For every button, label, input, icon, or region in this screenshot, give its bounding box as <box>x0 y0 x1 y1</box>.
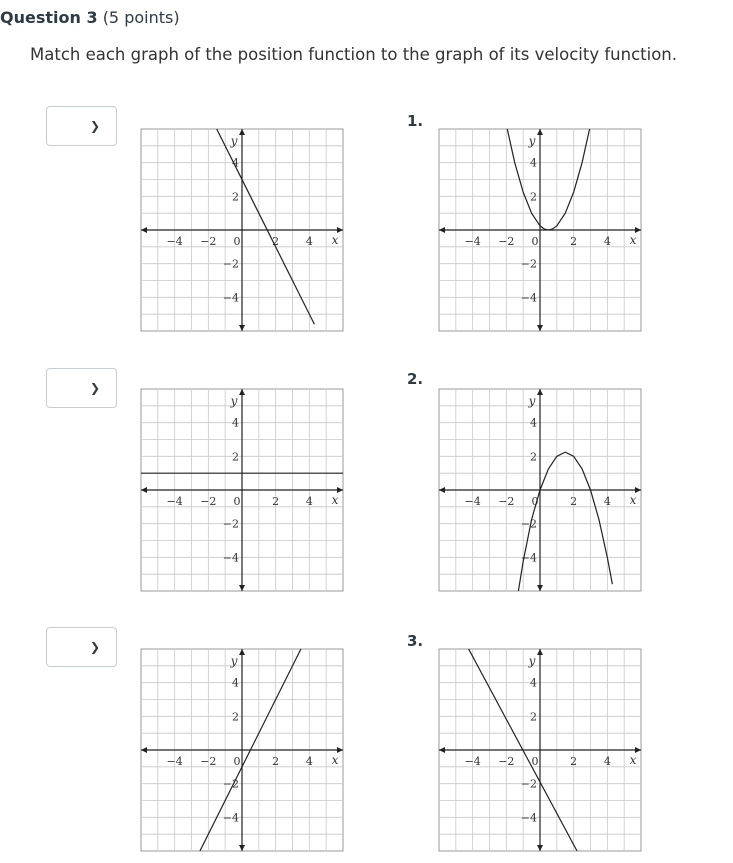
x-tick-label: −2 <box>498 755 515 768</box>
x-axis-name: x <box>331 493 339 507</box>
x-tick-label: 2 <box>570 235 578 248</box>
x-axis-name: x <box>331 753 339 767</box>
x-tick-label: −4 <box>166 235 183 248</box>
answer-select-2[interactable] <box>46 368 117 408</box>
question-title: Question 3 <box>0 8 98 27</box>
x-tick-label: −2 <box>498 235 515 248</box>
x-axis-name: x <box>629 233 637 247</box>
x-tick-label: −4 <box>464 235 481 248</box>
x-tick-label: 0 <box>233 495 241 508</box>
chevron-down-icon: ❯ <box>89 381 100 395</box>
x-tick-label: 4 <box>603 235 611 248</box>
x-axis-name: x <box>629 493 637 507</box>
y-axis-arrow-down <box>239 325 245 331</box>
y-axis-arrow <box>239 389 245 395</box>
y-tick-label: 4 <box>530 676 537 690</box>
y-tick-label: −4 <box>520 551 537 565</box>
y-axis-arrow <box>537 129 543 135</box>
y-tick-label: 2 <box>232 450 239 464</box>
y-axis-name: y <box>528 134 536 148</box>
y-axis-arrow-down <box>239 845 245 851</box>
position-graph-2 <box>141 389 343 591</box>
y-axis-name: y <box>230 654 238 668</box>
x-tick-label: 4 <box>305 755 313 768</box>
option-label-1: 1. <box>407 112 424 130</box>
y-axis-arrow <box>537 649 543 655</box>
y-tick-label: 4 <box>232 416 239 430</box>
y-tick-label: 2 <box>232 190 239 204</box>
y-tick-label: −2 <box>520 257 537 271</box>
x-axis-arrow-left <box>439 227 445 233</box>
question-points: (5 points) <box>102 8 180 27</box>
x-tick-label: 2 <box>272 495 280 508</box>
answer-select-3[interactable] <box>46 627 117 667</box>
chevron-down-icon: ❯ <box>89 640 100 654</box>
option-label-3: 3. <box>407 632 424 650</box>
y-axis-arrow <box>537 389 543 395</box>
x-tick-label: 0 <box>233 755 241 768</box>
x-tick-label: 2 <box>272 755 280 768</box>
x-tick-label: −2 <box>498 495 515 508</box>
position-graph-3 <box>141 649 343 851</box>
x-tick-label: 0 <box>233 235 241 248</box>
y-tick-label: −4 <box>520 291 537 305</box>
y-axis-name: y <box>528 654 536 668</box>
y-tick-label: 4 <box>530 156 537 170</box>
x-axis-arrow-left <box>439 487 445 493</box>
answer-select-1[interactable] <box>46 106 117 146</box>
y-tick-label: −2 <box>520 777 537 791</box>
x-axis-arrow-left <box>141 227 147 233</box>
x-tick-label: 0 <box>531 755 539 768</box>
x-axis-arrow-left <box>439 747 445 753</box>
x-tick-label: 2 <box>272 235 280 248</box>
velocity-graph-1 <box>439 129 641 331</box>
x-axis-arrow-left <box>141 747 147 753</box>
x-tick-label: 2 <box>570 755 578 768</box>
x-tick-label: −4 <box>464 755 481 768</box>
y-tick-label: −4 <box>222 811 239 825</box>
x-axis-name: x <box>629 753 637 767</box>
y-tick-label: −2 <box>222 257 239 271</box>
y-axis-name: y <box>230 134 238 148</box>
y-tick-label: −4 <box>222 551 239 565</box>
position-graph-1 <box>141 129 343 331</box>
y-tick-label: −2 <box>520 517 537 531</box>
y-tick-label: 4 <box>232 676 239 690</box>
x-axis-name: x <box>331 233 339 247</box>
y-tick-label: 4 <box>232 156 239 170</box>
y-axis-name: y <box>528 394 536 408</box>
x-tick-label: 4 <box>603 495 611 508</box>
y-tick-label: 2 <box>530 450 537 464</box>
x-tick-label: 4 <box>305 495 313 508</box>
function-curve <box>506 125 590 230</box>
x-tick-label: 4 <box>603 755 611 768</box>
x-tick-label: 0 <box>531 235 539 248</box>
y-axis-arrow-down <box>537 845 543 851</box>
velocity-graph-2 <box>439 389 641 591</box>
x-tick-label: −2 <box>200 755 217 768</box>
y-tick-label: 2 <box>232 710 239 724</box>
y-axis-arrow-down <box>537 585 543 591</box>
x-axis-arrow-left <box>141 487 147 493</box>
y-tick-label: −4 <box>520 811 537 825</box>
y-tick-label: −2 <box>222 777 239 791</box>
y-axis-arrow-down <box>537 325 543 331</box>
chevron-down-icon: ❯ <box>89 119 100 133</box>
x-tick-label: −4 <box>166 755 183 768</box>
question-heading <box>0 8 180 27</box>
question-prompt: Match each graph of the position function to the graph of its velocity function. <box>30 45 677 64</box>
option-label-2: 2. <box>407 370 424 388</box>
y-tick-label: 4 <box>530 416 537 430</box>
x-tick-label: −2 <box>200 495 217 508</box>
x-tick-label: −4 <box>464 495 481 508</box>
y-axis-arrow-down <box>239 585 245 591</box>
y-tick-label: 2 <box>530 710 537 724</box>
velocity-graph-3 <box>439 649 641 851</box>
x-tick-label: 2 <box>570 495 578 508</box>
x-tick-label: −4 <box>166 495 183 508</box>
y-axis-arrow <box>239 649 245 655</box>
y-axis-name: y <box>230 394 238 408</box>
y-axis-arrow <box>239 129 245 135</box>
x-tick-label: −2 <box>200 235 217 248</box>
x-tick-label: 0 <box>531 495 539 508</box>
y-tick-label: −4 <box>222 291 239 305</box>
y-tick-label: 2 <box>530 190 537 204</box>
x-tick-label: 4 <box>305 235 313 248</box>
y-tick-label: −2 <box>222 517 239 531</box>
